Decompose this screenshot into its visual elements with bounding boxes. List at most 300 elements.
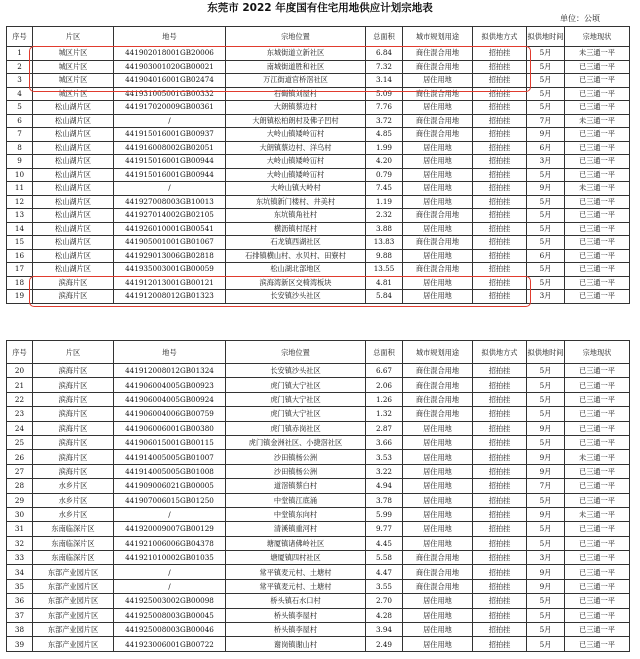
table-cell: 招拍挂 [473,195,527,209]
table-cell: 未三通一平 [565,47,630,61]
table-cell: 已三通一平 [565,392,630,406]
table-cell: 已三通一平 [565,209,630,223]
table-cell: 17 [7,263,33,277]
table-cell: 3.22 [366,464,403,478]
table-cell: 商住混合用地 [403,47,473,61]
table-cell: 441906004005GB00923 [114,378,226,392]
table-row [7,364,630,378]
table-cell: 横沥镇村尾村 [226,222,366,236]
table-cell: 7.76 [366,101,403,115]
table-cell: 23 [7,407,33,421]
header-cell: 序号 [7,341,33,364]
table-cell: 滨海片区 [33,392,114,406]
table-cell: 城区片区 [33,74,114,88]
table-cell: 招拍挂 [473,464,527,478]
table-row [7,623,630,637]
table-cell: 38 [7,623,33,637]
table-cell: 5月 [527,236,565,250]
table-cell: 5月 [527,608,565,622]
table-cell: 32 [7,536,33,550]
table-cell: 谢岗镇谢山村 [226,637,366,651]
table-cell: 5月 [527,101,565,115]
table-cell: 商住混合用地 [403,87,473,101]
table-cell: 3月 [527,290,565,304]
table-cell: 已三通一平 [565,74,630,88]
table-cell: 441921006006GB04378 [114,536,226,550]
table-cell: 招拍挂 [473,637,527,651]
table-cell: 14 [7,222,33,236]
table-cell: 7月 [527,114,565,128]
table-cell: 商住混合用地 [403,579,473,593]
table-cell: 5月 [527,209,565,223]
table-cell: 已三通一平 [565,128,630,142]
table-cell: 商住混合用地 [403,236,473,250]
table-row [7,464,630,478]
table-cell: 39 [7,637,33,651]
table-cell: 441917020009GB00361 [114,101,226,115]
table-cell: 3.78 [366,493,403,507]
table-cell: 19 [7,290,33,304]
table-cell: 已三通一平 [565,407,630,421]
table-cell: 招拍挂 [473,128,527,142]
table-cell: 居住用地 [403,195,473,209]
table-cell: 城区片区 [33,60,114,74]
table-cell: 441920009007GB00129 [114,522,226,536]
table-cell: 3.14 [366,74,403,88]
table-cell: 已三通一平 [565,236,630,250]
table-cell: 招拍挂 [473,101,527,115]
table-cell: 2.49 [366,637,403,651]
table-cell: 石龙镇西湖社区 [226,236,366,250]
table-cell: 清溪镇重河村 [226,522,366,536]
table-row [7,236,630,250]
table-cell: 5月 [527,594,565,608]
table-row [7,141,630,155]
table-cell: 441912008012GB01323 [114,290,226,304]
table-cell: 城区片区 [33,47,114,61]
table-cell: 已三通一平 [565,168,630,182]
table-cell: 居住用地 [403,249,473,263]
table-cell: 中堂镇东向村 [226,507,366,521]
header-cell: 拟供地时间 [527,27,565,47]
table-cell: 9月 [527,565,565,579]
table-cell: 31 [7,522,33,536]
table-cell: 8 [7,141,33,155]
table-cell: 招拍挂 [473,522,527,536]
table-cell: 未三通一平 [565,507,630,521]
table-cell: 沙田镇杨公洲 [226,464,366,478]
header-cell: 片区 [33,27,114,47]
table-cell: 虎门镇大宁社区 [226,392,366,406]
table-row [7,637,630,651]
table-row [7,87,630,101]
header-cell: 宗地位置 [226,27,366,47]
table-cell: 已三通一平 [565,101,630,115]
table-cell: 招拍挂 [473,608,527,622]
table-row [7,128,630,142]
table-cell: 已三通一平 [565,60,630,74]
table-cell: 居住用地 [403,101,473,115]
table-cell: 松山湖片区 [33,168,114,182]
table-cell: 441935003001GB00059 [114,263,226,277]
table-row [7,565,630,579]
table-cell: 滨海片区 [33,290,114,304]
table-cell: 24 [7,421,33,435]
table-cell: 居住用地 [403,507,473,521]
table-cell: 居住用地 [403,608,473,622]
table-cell: 居住用地 [403,450,473,464]
table-cell: 招拍挂 [473,421,527,435]
table-cell: 居住用地 [403,421,473,435]
table-cell: 4 [7,87,33,101]
table-cell: 招拍挂 [473,435,527,449]
table-cell: 16 [7,249,33,263]
table-cell: 已三通一平 [565,364,630,378]
table-row [7,263,630,277]
table-cell: 商住混合用地 [403,565,473,579]
table-cell: 已三通一平 [565,155,630,169]
table-cell: 441914005005GB01007 [114,450,226,464]
table-row [7,407,630,421]
table-cell: 商住混合用地 [403,392,473,406]
table-cell: 29 [7,493,33,507]
table-cell: 3月 [527,551,565,565]
table-cell: 居住用地 [403,536,473,550]
table-cell: 9月 [527,579,565,593]
table-cell: 7.45 [366,182,403,196]
table-cell: 招拍挂 [473,276,527,290]
table-cell: 居住用地 [403,479,473,493]
table-cell: 城区片区 [33,87,114,101]
table-cell: 东坑镇角社村 [226,209,366,223]
table-row [7,450,630,464]
header-cell: 总面积 [366,27,403,47]
table-cell: 东部产业园片区 [33,594,114,608]
table-cell: 5月 [527,263,565,277]
table-cell: 441909006021GB00005 [114,479,226,493]
table-cell: 3.72 [366,114,403,128]
table-cell: 松山湖片区 [33,195,114,209]
table-cell: 441931005001GB00332 [114,87,226,101]
table-row [7,276,630,290]
table-cell: 6月 [527,249,565,263]
table-cell: 441902018001GB20006 [114,47,226,61]
table-cell: 未三通一平 [565,114,630,128]
table-cell: 已三通一平 [565,464,630,478]
table-cell: 441925008003GB00046 [114,623,226,637]
table-row [7,47,630,61]
table-cell: 9月 [527,128,565,142]
table-cell: 13.83 [366,236,403,250]
table-cell: 9月 [527,507,565,521]
table-cell: 已三通一平 [565,276,630,290]
table-cell: 万江街道官桥滘社区 [226,74,366,88]
table-cell: 桥头镇李屋村 [226,608,366,622]
table-cell: 5月 [527,195,565,209]
table-cell: 商住混合用地 [403,551,473,565]
table-cell: 滨海片区 [33,421,114,435]
table-row [7,290,630,304]
table-cell: 3月 [527,155,565,169]
header-cell: 片区 [33,341,114,364]
table-cell: 招拍挂 [473,141,527,155]
header-cell: 城市规划用途 [403,27,473,47]
table-cell: 虎门镇赤岗社区 [226,421,366,435]
table-cell: 4.85 [366,128,403,142]
table-cell: 大岭山镇矮岭冚村 [226,155,366,169]
table-cell: 商住混合用地 [403,378,473,392]
table-cell: 3 [7,74,33,88]
table-cell: 441921010002GB01035 [114,551,226,565]
table-row [7,155,630,169]
table-cell: 已三通一平 [565,195,630,209]
table-cell: 2.06 [366,378,403,392]
table-cell: 大朗镇蔡边村、洋乌村 [226,141,366,155]
table-cell: 1.32 [366,407,403,421]
table-cell: 441905001001GB01067 [114,236,226,250]
table-cell: 居住用地 [403,155,473,169]
table-cell: 松山湖片区 [33,249,114,263]
header-cell: 宗地位置 [226,341,366,364]
table-cell: 33 [7,551,33,565]
table-cell: 9 [7,155,33,169]
table-cell: 水乡片区 [33,507,114,521]
table-row [7,608,630,622]
table-row [7,168,630,182]
table-cell: 招拍挂 [473,565,527,579]
table-row [7,195,630,209]
table-cell: 5月 [527,623,565,637]
table-cell: 塘厦镇四村社区 [226,551,366,565]
table-cell: 441925008003GB00045 [114,608,226,622]
table-cell: 商住混合用地 [403,364,473,378]
table-cell: 5月 [527,407,565,421]
table-cell: 常平镇麦元村、土塘村 [226,579,366,593]
table-cell: 441912013001GB00121 [114,276,226,290]
table-cell: 3.94 [366,623,403,637]
table-cell: 已三通一平 [565,87,630,101]
table-cell: 34 [7,565,33,579]
table-cell: 商住混合用地 [403,60,473,74]
table-cell: 1.26 [366,392,403,406]
table-cell: 已三通一平 [565,249,630,263]
table-cell: 6月 [527,141,565,155]
table-cell: 5月 [527,222,565,236]
table-cell: 2 [7,60,33,74]
table-row [7,435,630,449]
table-cell: 5月 [527,74,565,88]
table-cell: 松山湖片区 [33,101,114,115]
header-cell: 宗地现状 [565,341,630,364]
table-cell: 441906004005GB00924 [114,392,226,406]
table-cell: 2.87 [366,421,403,435]
land-table-1 [6,26,630,304]
table-cell: 长安镇沙头社区 [226,290,366,304]
table-cell: 滨海片区 [33,435,114,449]
table-cell: 商住混合用地 [403,407,473,421]
table-cell: 9月 [527,182,565,196]
table-cell: 已三通一平 [565,479,630,493]
table-cell: 招拍挂 [473,594,527,608]
table-cell: 滨海湾新区交椅湾板块 [226,276,366,290]
table-cell: 9月 [527,450,565,464]
table-cell: 5 [7,101,33,115]
table-cell: 28 [7,479,33,493]
table-cell: 未三通一平 [565,450,630,464]
table-cell: 5月 [527,60,565,74]
table-row [7,392,630,406]
table-cell: 招拍挂 [473,493,527,507]
table-cell: 已三通一平 [565,222,630,236]
table-cell: 大岭山镇矮岭冚村 [226,168,366,182]
table-cell: 已三通一平 [565,435,630,449]
table-cell: 0.79 [366,168,403,182]
header-cell: 城市规划用途 [403,341,473,364]
table-cell: 3.66 [366,435,403,449]
table-cell: 道滘镇蔡白村 [226,479,366,493]
table-row [7,209,630,223]
table-cell: 长安镇沙头社区 [226,364,366,378]
table-cell: 4.28 [366,608,403,622]
table-cell: 松山湖片区 [33,209,114,223]
table-cell: 5月 [527,522,565,536]
table-row [7,182,630,196]
table-cell: 招拍挂 [473,114,527,128]
table-cell: 441906004006GB00759 [114,407,226,421]
table-cell: 招拍挂 [473,74,527,88]
table-cell: 塘厦镇诸佛岭社区 [226,536,366,550]
table-cell: 10 [7,168,33,182]
table-cell: 5月 [527,392,565,406]
table-cell: 居住用地 [403,435,473,449]
table-cell: 松山湖片区 [33,182,114,196]
table-cell: 居住用地 [403,623,473,637]
table-cell: 4.20 [366,155,403,169]
table-cell: 441903001020GB00021 [114,60,226,74]
table-row [7,522,630,536]
table-cell: 招拍挂 [473,87,527,101]
table-cell: 5.58 [366,551,403,565]
table-cell: 3.55 [366,579,403,593]
table-cell: 招拍挂 [473,450,527,464]
table-cell: / [114,182,226,196]
table-cell: 商住混合用地 [403,114,473,128]
table-cell: 20 [7,364,33,378]
table-cell: 441915016001GB00944 [114,168,226,182]
table-cell: 招拍挂 [473,209,527,223]
table-cell: 4.47 [366,565,403,579]
table-cell: 441927008003GB10013 [114,195,226,209]
table-cell: 招拍挂 [473,507,527,521]
table-cell: 招拍挂 [473,222,527,236]
table-cell: 滨海片区 [33,464,114,478]
table-cell: 15 [7,236,33,250]
table-cell: 东部产业园片区 [33,637,114,651]
table-cell: 5.09 [366,87,403,101]
table-cell: 招拍挂 [473,155,527,169]
table-cell: 桥头镇李屋村 [226,623,366,637]
table-cell: 商住混合用地 [403,209,473,223]
table-cell: 441927014002GB02105 [114,209,226,223]
table-cell: 1.99 [366,141,403,155]
table-cell: 东南临深片区 [33,522,114,536]
header-cell: 总面积 [366,341,403,364]
table-cell: 居住用地 [403,464,473,478]
table-cell: 招拍挂 [473,236,527,250]
table-cell: 9.88 [366,249,403,263]
table-cell: 4.94 [366,479,403,493]
table-row [7,101,630,115]
table-cell: 松山湖片区 [33,222,114,236]
table-cell: 已三通一平 [565,378,630,392]
table-row [7,222,630,236]
table-cell: 30 [7,507,33,521]
table-header-row [7,341,630,364]
table-cell: 9月 [527,464,565,478]
table-cell: 居住用地 [403,182,473,196]
table-cell: 东部产业园片区 [33,565,114,579]
table-cell: 居住用地 [403,637,473,651]
table-cell: 441906015001GB00115 [114,435,226,449]
table-cell: 13 [7,209,33,223]
unit-label: 单位：公顷 [560,14,600,23]
table-cell: 虎门镇大宁社区 [226,378,366,392]
table-cell: 南城街道胜和社区 [226,60,366,74]
table-cell: 居住用地 [403,290,473,304]
table-cell: 5月 [527,536,565,550]
table-cell: 居住用地 [403,276,473,290]
table-cell: 石碣镇刘屋村 [226,87,366,101]
table-cell: 4.45 [366,536,403,550]
table-cell: 水乡片区 [33,493,114,507]
table-cell: 4.81 [366,276,403,290]
table-row [7,551,630,565]
header-cell: 地号 [114,27,226,47]
table-cell: 已三通一平 [565,637,630,651]
table-cell: 招拍挂 [473,392,527,406]
table-cell: 已三通一平 [565,522,630,536]
table-cell: 居住用地 [403,74,473,88]
table-cell: 7月 [527,479,565,493]
table-cell: 东南临深片区 [33,536,114,550]
table-row [7,536,630,550]
table-cell: 5月 [527,168,565,182]
table-cell: 22 [7,392,33,406]
table-cell: 5月 [527,378,565,392]
table-cell: 441912008012GB01324 [114,364,226,378]
table-cell: 27 [7,464,33,478]
table-cell: 招拍挂 [473,263,527,277]
table-cell: 松山湖北部地区 [226,263,366,277]
table-cell: 1.19 [366,195,403,209]
table-cell: 东部产业园片区 [33,623,114,637]
table-cell: 6.67 [366,364,403,378]
table-cell: 441906006001GB00380 [114,421,226,435]
table-cell: 5.99 [366,507,403,521]
table-cell: 东城街道立新社区 [226,47,366,61]
table-header-row [7,27,630,47]
table-cell: 7 [7,128,33,142]
table-cell: 已三通一平 [565,608,630,622]
table-cell: 松山湖片区 [33,128,114,142]
table-cell: 5月 [527,276,565,290]
table-cell: 松山湖片区 [33,236,114,250]
table-cell: 18 [7,276,33,290]
table-row [7,493,630,507]
table-cell: 滨海片区 [33,450,114,464]
page-title: 东莞市 2022 年度国有住宅用地供应计划宗地表 [207,2,433,14]
table-cell: 居住用地 [403,222,473,236]
